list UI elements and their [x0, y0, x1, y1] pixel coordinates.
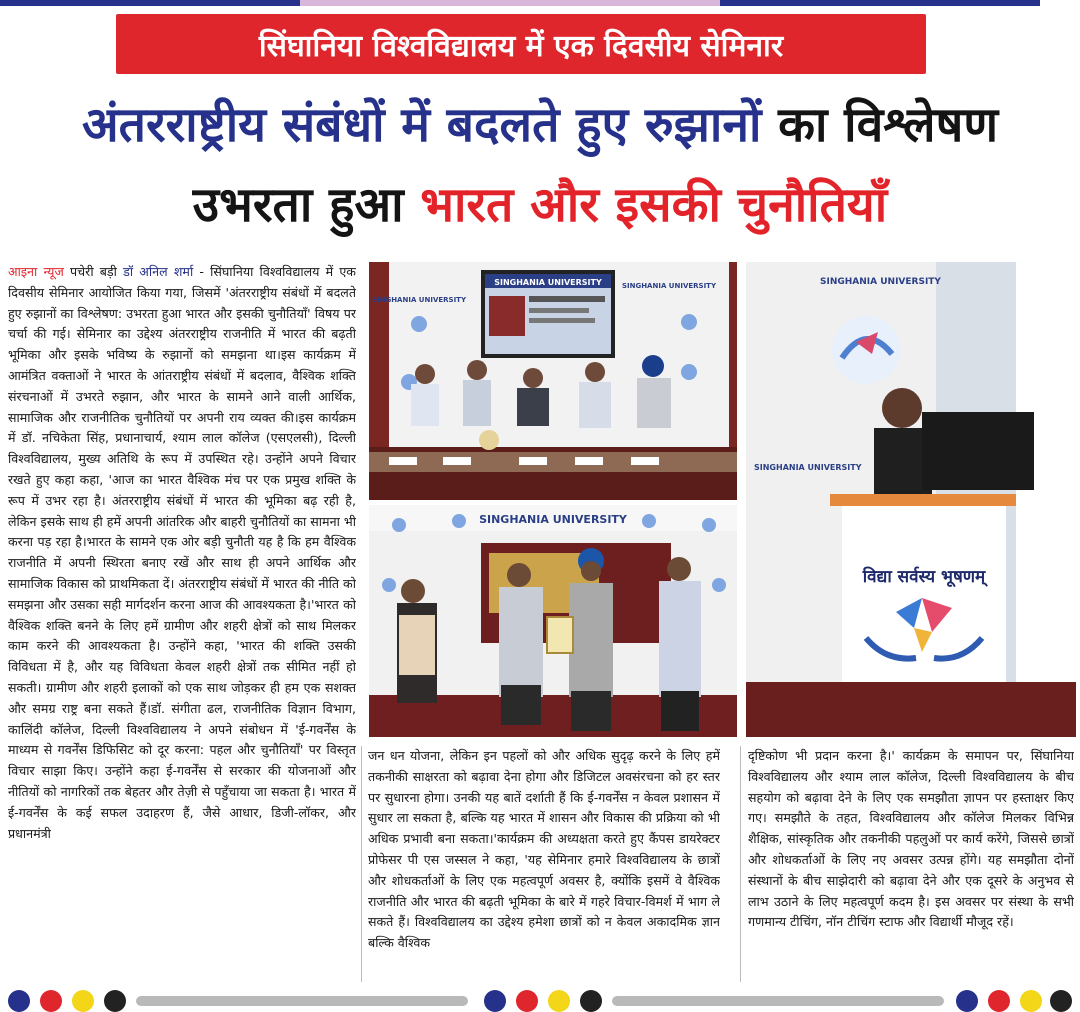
photo-stage-dignitaries — [369, 262, 737, 500]
banner-text-right: SINGHANIA UNIVERSITY — [621, 282, 717, 290]
byline-source: आइना न्यूज — [8, 264, 64, 279]
byline-author: डॉ अनिल शर्मा — [123, 264, 194, 279]
headline-black-part-2: उभरता हुआ — [192, 177, 404, 233]
headline-blue-part: अंतरराष्ट्रीय संबंधों में बदलते हुए रुझानों — [81, 97, 762, 153]
byline-place: पचेरी बड़ी — [70, 264, 117, 279]
column-divider-1 — [361, 746, 362, 982]
podium-motto: विद्या सर्वस्य भूषणम् — [862, 567, 986, 587]
article-body-1: - सिंघानिया विश्वविद्यालय में एक दिवसीय सेमिनार आयोजित किया गया, जिसमें 'अंतरराष्ट्रीय संबंधों में बदलते हुए रुझानों का विश्लेषण: उभरता हुआ भारत और इसकी चुनौतियाँ' विषय पर चर्चा की गई। सेमिनार का उद्देश्य अंतरराष्ट्रीय राजनीति में भारत की बढ़ती भूमिका और इसके भविष्य के रुझानों को समझना था।इस कार्यक्रम में आमंत्रित वक्ताओं ने भारत के आंतराष्ट्रीय संबंधों में बदलाव, वैश्विक शक्ति संरचनाओं में उभरते रुझान, और भारत के सामने आने वाली आर्थिक, सामाजिक और राजनीतिक चुनौतियों पर अपनी राय व्यक्त की।इस कार्यक्रम में डॉ. नचिकेता सिंह, प्रधानाचार्य, श्याम लाल कॉलेज (एसएलसी), दिल्ली विश्वविद्यालय, मुख्य अतिथि के रूप में उपस्थित रहे। उन्होंने अपने विचार रखते हुए कहा कहा, 'आज का भारत वैश्विक मंच पर एक प्रमुख शक्ति के रूप में उभर रहा है। अंतरराष्ट्रीय संबंधों में भारत की भूमिका बढ़ रही है, लेकिन इसके साथ ही हमें अपनी आंतरिक और बाहरी चुनौतियों का सामना भी करना पड़ रहा है।भारत के सामने एक ओर बड़ी चुनौती यह है कि हम वैश्विक राजनीति में अपनी स्थिरता बनाए रखें और साथ ही अपने आर्थिक और सामाजिक विकास को प्राथमिकता दें। अंतरराष्ट्रीय संबंधों में भारत की नीति को समझना और उसका सही मार्गदर्शन करना आज की आवश्यकता है।'भारत को वैश्विक शक्ति बनने के लिए हमें ग्रामीण और शहरी क्षेत्रों को साथ मिलकर काम करने की आवश्यकता है। उन्होंने कहा, 'भारत की शक्ति उसकी विविधता में है, और यह विविधता केवल शहरी क्षेत्रों तक सीमित नहीं हो सकती। ग्रामीण और शहरी इलाकों को एक साथ जोड़कर ही हम एक सशक्त और समग्र राष्ट्र बना सकते हैं।डॉ. संगीता ढल, राजनीतिक विज्ञान विभाग, कालिंदी कॉलेज, दिल्ली विश्वविद्यालय ने अपने संबोधन में 'ई-गवर्नेंस के माध्यम से गवर्नेंस डिफिसिट को दूर करना: पहल और चुनौतियाँ' पर विस्तृत विचार साझा किए। उन्होंने कहा ई-गवर्नेंस से सरकार की योजनाओं और नीतियों को नागरिकों तक बेहतर और तेज़ी से पहुँचाया जा सकता है। भारत में ई-गवर्नेंस के कई सफल उदाहरण हैं, जैसे आधार, डिजी-लॉकर, और प्रधानमंत्री — [8, 264, 356, 841]
banner-text-upper: SINGHANIA UNIVERSITY — [820, 277, 941, 287]
column-divider-2 — [740, 746, 741, 982]
article-column-2: जन धन योजना, लेकिन इन पहलों को और अधिक सुदृढ़ करने के लिए हमें तकनीकी साक्षरता को बढ़ावा देना होगा और डिजिटल अवसंरचना को हर स्तर पर सुधारना होगा। उनकी यह बातें दर्शाती हैं कि ई-गवर्नेंस न केवल प्रशासन में सुधार ला सकता है, बल्कि यह भारत में शासन और विकास की प्रक्रिया को भी अधिक प्रभावी बना सकता।'कार्यक्रम की अध्यक्षता करते हुए कैंपस डायरेक्टर प्रोफेसर पी एस जस्सल ने कहा, 'यह सेमिनार हमारे विश्वविद्यालय के छात्रों और शोधकर्ताओं के लिए एक महत्वपूर्ण अवसर है, क्योंकि इसमें वे वैश्विक राजनीति और भारत की बढ़ती भूमिका के बारे में गहरे विचार-विमर्श में भाग ले सकते हैं। विश्वविद्यालय का उद्देश्य हमेशा छात्रों को न केवल अकादमिक ज्ञान बल्कि वैश्विक — [368, 748, 720, 951]
banner-text-lower: SINGHANIA UNIVERSITY — [754, 463, 862, 472]
photo-award-presentation — [369, 505, 737, 737]
article-column-1 — [8, 262, 356, 982]
photo-speaker-podium — [746, 262, 1076, 737]
banner-text-top: SINGHANIA UNIVERSITY — [479, 513, 627, 526]
headline-red-part: भारत और इसकी चुनौतियाँ — [420, 177, 888, 233]
top-color-strip — [0, 0, 1080, 8]
projector-title: SINGHANIA UNIVERSITY — [494, 278, 602, 287]
kicker-banner: सिंघानिया विश्वविद्यालय में एक दिवसीय सेमिनार — [116, 14, 926, 74]
headline-line-1 — [0, 92, 1080, 158]
banner-text-left: SINGHANIA UNIVERSITY — [371, 296, 467, 304]
article-column-3: दृष्टिकोण भी प्रदान करना है।' कार्यक्रम के समापन पर, सिंघानिया विश्वविद्यालय और श्याम लाल कॉलेज, दिल्ली विश्वविद्यालय के बीच सहयोग को बढ़ावा देने के लिए एक समझौता ज्ञापन पर हस्ताक्षर किए गए। समझौते के तहत, विश्वविद्यालय और कॉलेज मिलकर विभिन्न शैक्षिक, सांस्कृतिक और तकनीकी पहलुओं पर कार्य करेंगे, जिससे छात्रों और शोधकर्ताओं के लिए नए अवसर उत्पन्न होंगे। यह समझौता दोनों संस्थानों के बीच साझेदारी को बढ़ावा देने और एक दूसरे के अनुभव से लाभ उठाने के लिए महत्वपूर्ण कदम है। इस अवसर पर संस्था के सभी गणमान्य टीचिंग, नॉन टीचिंग स्टाफ और विद्यार्थी मौजूद रहें। — [748, 748, 1074, 930]
footer-decoration — [0, 986, 1080, 1010]
headline-black-part: का विश्लेषण — [778, 97, 999, 153]
headline-line-2 — [0, 172, 1080, 238]
